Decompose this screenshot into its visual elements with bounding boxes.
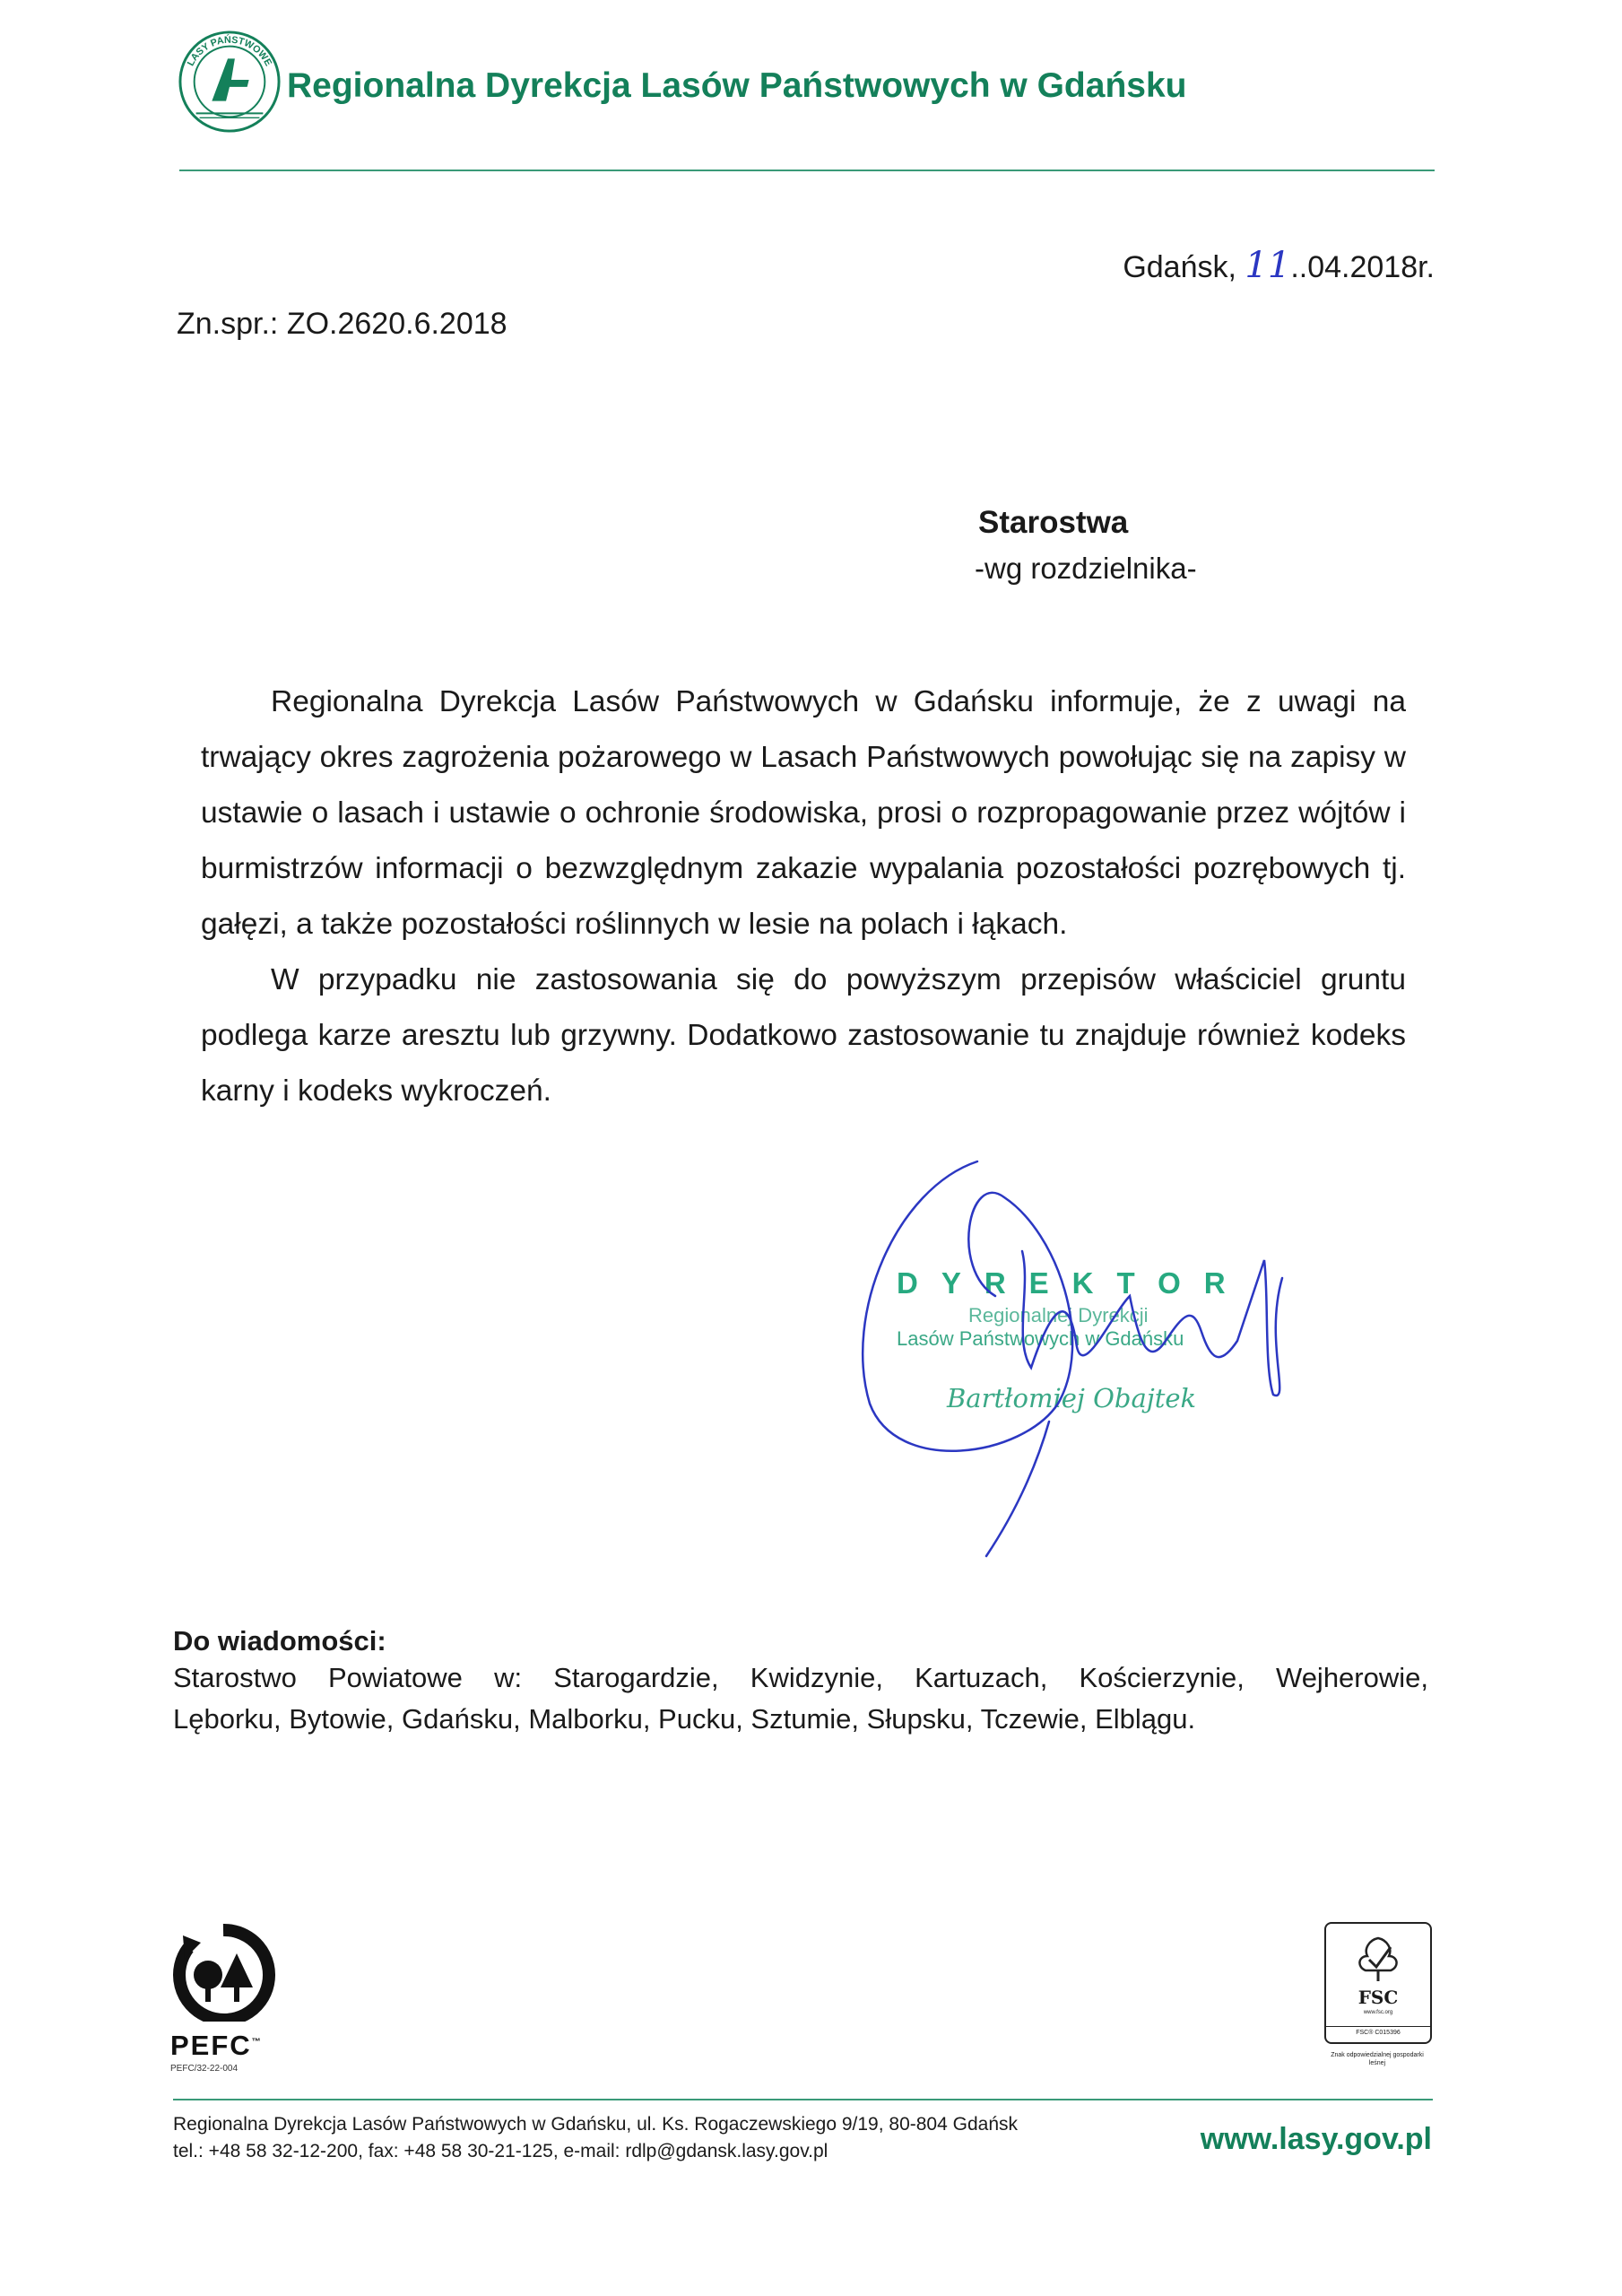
footer-address-line: Regionalna Dyrekcja Lasów Państwowych w Gdańsku, ul. Ks. Rogaczewskiego 9/19, 80-804 Gdańsk [173, 2114, 1018, 2135]
date-rest: ..04.2018r. [1290, 250, 1435, 284]
handwritten-day: 11 [1245, 245, 1291, 286]
footer-address-line: tel.: +48 58 32-12-200, fax: +48 58 30-21-125, e-mail: rdlp@gdansk.lasy.gov.pl [173, 2141, 828, 2161]
footer-divider [173, 2099, 1433, 2100]
distribution-line: Starostwo Powiatowe w: Starogardzie, Kwidzynie, Kartuzach, Kościerzynie, Wejherowie, [173, 1662, 1428, 1693]
footer-address [173, 2111, 1018, 2165]
handwritten-signature [843, 1135, 1309, 1583]
recipient-title: Starostwa [978, 505, 1129, 540]
fsc-url: www.fsc.org [1363, 2010, 1393, 2015]
stamp-line: Lasów Państwowych w Gdańsku [897, 1327, 1184, 1350]
stamp-name: Bartłomiej Obajtek [947, 1383, 1197, 1413]
fsc-box [1324, 1922, 1432, 2044]
pefc-logo [170, 1923, 287, 2074]
fsc-code: FSC® C015396 [1326, 2026, 1430, 2036]
pefc-code: PEFC/32-22-004 [170, 2064, 239, 2074]
place-date [1123, 245, 1435, 286]
stamp-role: DYREKTOR [897, 1266, 1249, 1300]
footer-website-link[interactable]: www.lasy.gov.pl [1200, 2122, 1432, 2156]
pefc-wordmark: PEFC™ [170, 2030, 261, 2061]
pefc-trees-icon [170, 1923, 276, 2022]
distribution-list [173, 1657, 1428, 1740]
recipient-subtitle: -wg rozdzielnika- [975, 552, 1197, 585]
case-number: Zn.spr.: ZO.2620.6.2018 [177, 307, 507, 341]
letter-body [201, 674, 1406, 1119]
distribution-title: Do wiadomości: [173, 1625, 386, 1657]
stamp-line: Regionalnej Dyrekcji [968, 1304, 1149, 1326]
fsc-caption: Znak odpowiedzialnej gospodarki leśnej [1331, 2052, 1424, 2066]
lasy-panstwowe-logo [177, 29, 282, 135]
fsc-tree-check-icon [1351, 1931, 1405, 1985]
distribution-line: Lęborku, Bytowie, Gdańsku, Malborku, Pucku, Sztumie, Słupsku, Tczewie, Elblągu. [173, 1703, 1196, 1735]
fsc-wordmark: FSC [1357, 1987, 1399, 2008]
svg-text:LASY PAŃSTWOWE: LASY PAŃSTWOWE [185, 34, 274, 68]
body-paragraph: Regionalna Dyrekcja Lasów Państwowych w Gdańsku informuje, że z uwagi na trwający okres zagrożenia pożarowego w Lasach Państwowych powołując się na zapisy w ustawie o lasach i ustawie o ochronie środowiska, prosi o rozpropagowanie przez wójtów i burmistrzów informacji o bezwzględnym zakazie wypalania pozostałości pozrębowych tj. gałęzi, a także pozostałości roślinnych w lesie na polach i łąkach. [201, 685, 1406, 941]
place: Gdańsk, [1123, 250, 1245, 284]
fsc-logo [1324, 1922, 1430, 2067]
header-divider [179, 170, 1435, 171]
body-paragraph: W przypadku nie zastosowania się do powyższym przepisów właściciel gruntu podlega karze aresztu lub grzywny. Dodatkowo zastosowanie tu znajduje również kodeks karny i kodeks wykroczeń. [201, 963, 1406, 1108]
organization-title: Regionalna Dyrekcja Lasów Państwowych w Gdańsku [287, 66, 1187, 105]
